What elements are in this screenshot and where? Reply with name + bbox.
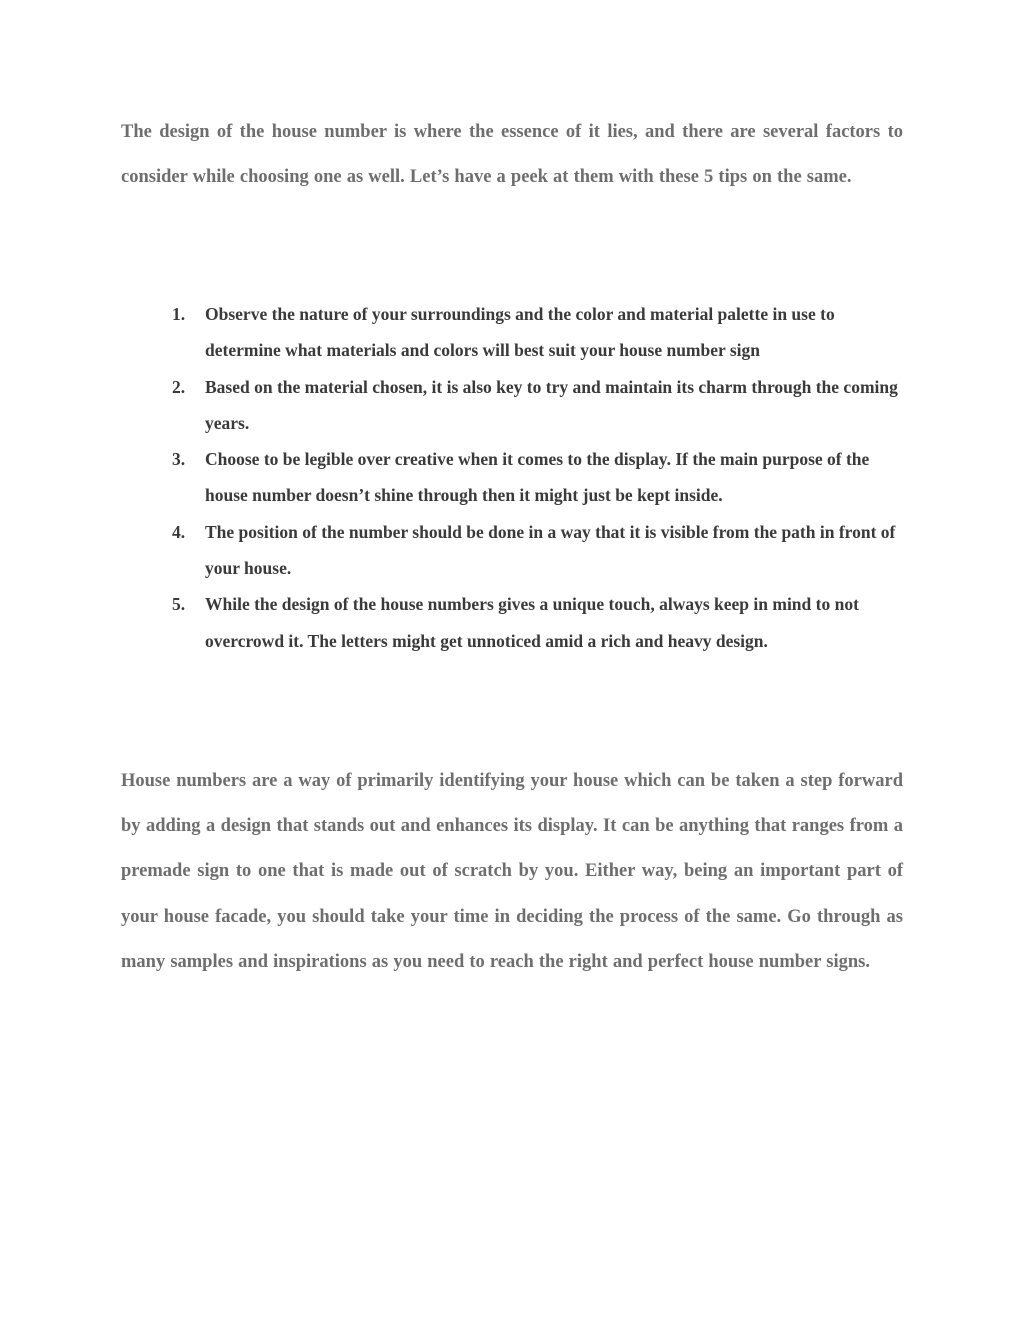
list-item-text: While the design of the house numbers gives a unique touch, always keep in mind to not overcrowd it. The letters might get unnoticed amid a rich and heavy design.	[205, 594, 859, 651]
list-item-text: Choose to be legible over creative when it comes to the display. If the main purpose of the house number doesn’t shine through then it might just be kept inside.	[205, 449, 870, 506]
list-item-number: 5.	[172, 594, 186, 615]
closing-paragraph: House numbers are a way of primarily identifying your house which can be taken a step forward by adding a design that stands out and enhances its display. It can be anything that ranges from a premade sign to one that is made out of scratch by you. Either way, being an important part of your house facade, you should take your time in deciding the process of the same. Go through as many samples and inspirations as you need to reach the right and perfect house number signs.	[121, 771, 903, 972]
list-item-text: Based on the material chosen, it is also key to try and maintain its charm through the coming years.	[205, 376, 898, 433]
list-item-text: Observe the nature of your surroundings and the color and material palette in use to determine what materials and colors will best suit your house number sign	[205, 304, 835, 361]
list-item-number: 1.	[172, 304, 186, 324]
list-item	[172, 369, 904, 442]
list-item-number: 4.	[172, 521, 186, 542]
list-item-number: 3.	[172, 449, 186, 470]
list-item	[172, 514, 904, 587]
list-item-text: The position of the number should be done in a way that it is visible from the path in front of your house.	[205, 521, 896, 579]
list-item-number: 2.	[172, 376, 186, 397]
list-item	[172, 586, 904, 659]
list-item	[172, 296, 904, 369]
list-item	[172, 441, 904, 514]
tips-list	[172, 296, 904, 659]
intro-paragraph: The design of the house number is where the essence of it lies, and there are several factors to consider while choosing one as well. Let’s have a peek at them with these 5 tips on the same.	[121, 122, 903, 188]
